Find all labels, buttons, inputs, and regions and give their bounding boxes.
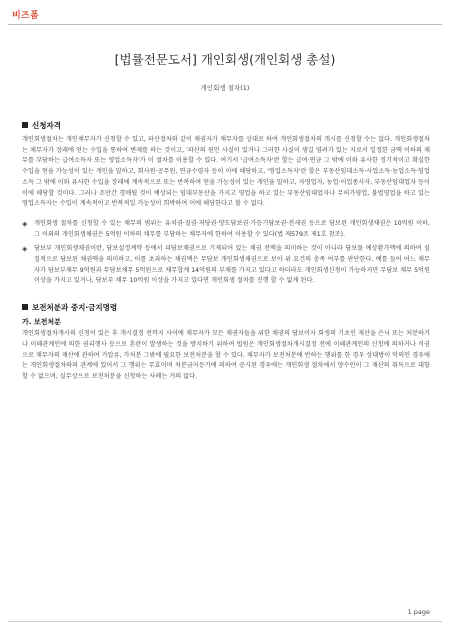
document-body bbox=[22, 121, 430, 383]
eligibility-paragraph: 개인회생절차는 개인채무자가 신청할 수 있고, 파산절차와 같이 채권자가 채무자를 상대로 하여 개인회생절차의 개시를 신청할 수는 없다. 개인회생절차는 채무자가 장래에 얻는 수입을 통하여 변제를 하는 것이고, '파산의 원인 사실이 있거나 그러한 사실이 생길 염려가 있는 자로서 일정한 금액 이하의 채무를 부담하는 급여소득자 또는 영업소득자'가 이 절차를 이용할 수 있다. 여기서 '급여소득자'란 할는 급여·연금 그 밖에 이와 유사한 정기적이고 확실한 수입을 얻을 가능성이 있는 개인을 말하고, 회사원·공무원, 연금수령자 등이 이에 해당하고, '영업소득자'란 할은 부동산임대소득·사업소득·농업소득·임업소득 그 밖에 이와 유사한 수입을 장래에 계속적으로 또는 반복하여 얻을 가능성이 있는 개인을 말하고, 자영업자, 농업·어업종사자, 부동산임대업자 등이 이에 해당할 것이다. 그러나 조만간 경매될 것이 예상되는 임대부동산을 가지고 영업을 하고 있는 부동산임대업자나 무허가영업, 불법영업을 하고 있는 영업소득자는 수입이 계속적이고 반복적일 가능성이 희박하여 이에 해당한다고 볼 수 없다. bbox=[22, 136, 430, 208]
header-divider bbox=[8, 24, 442, 25]
diamond-bullet-icon: ◈ bbox=[22, 219, 28, 228]
preservation-paragraph: 개인회생절차개시의 신청이 있은 후 개시결정 전까지 사이에 채무자가 모든 채권자들을 위한 채권의 담보이자 회생의 기초인 재산을 은닉 또는 처분하거나 이해관계인에 의한 권리행사 등으로 혼란이 발생하는 것을 방지하기 위하여 법원은 개인회생절차개시결정 전에 이해관계인의 신청에 의하거나 직권으로 채무자의 재산에 관하여 가압류, 가처분 그밖에 필요한 보전처분을 할 수 있다. 채무자가 보전처분에 반하는 행위를 한 경우 상대방이 악의인 경우에는 개인회생절차와의 관계에 있어서 그 행위는 무효이며 처분금지등기에 의하여 공시된 경우에는 개인회생 절차에서 양수인이 그 재산의 취득으로 대항할 수 없으며, 실무상으로 보전처분을 신청하는 사례는 거의 없다. bbox=[22, 330, 430, 380]
document-subtitle: 개인회생 절차(1) bbox=[200, 84, 250, 92]
diamond-bullet-icon: ◈ bbox=[22, 245, 28, 254]
list-item bbox=[22, 219, 430, 240]
square-bullet-icon bbox=[22, 304, 28, 310]
document-title: [법률전문도서] 개인회생(개인회생 총설) bbox=[114, 52, 336, 67]
section-heading-eligibility-label: 신청자격 bbox=[32, 121, 61, 130]
eligibility-bullet-secured-claims: 담보부 개인회생채권이란, 담보설정계약 등에서 피담보채권으로 기재되어 있는 채권 전액을 의미하는 것이 아니라 담보물 예상환가액에 의하여 실질적으로 담보된 채권액을 의미하고, 이를 초과하는 채권액은 무담보 개인회생채권으로 보아 위 요건의 충족 여부를 판단한다. 예를 들어 어느 채무자가 담보부채무 9억원과 무담보채무 5억원으로 채무합계 14억원의 부채를 가지고 있다고 하더라도 개인회생신청이 가능하지만 무담보 채무 5억원 이상을 가지고 있거나, 담보부 채무 10억원 이상을 가지고 있다면 개인회생 절차를 진행 할 수 없게 된다. bbox=[34, 245, 430, 285]
sub-heading-preservation-order: 가. 보전처분 bbox=[22, 318, 61, 327]
eligibility-bullet-debt-range: 개인회생 절차를 신청할 수 있는 채무의 범위는 유치권·질권·저당권·양도담보권·가등기담보권·전세권 등으로 담보된 개인회생채권은 10억원 이하, 그 이외의 개인회생채권은 5억원 이하의 채무를 부담하는 채무자에 한하여 이용할 수 있다(법 제579조 제1호 참조). bbox=[34, 219, 430, 238]
section-heading-preservation-label: 보전처분과 중지·금지명령 bbox=[32, 303, 118, 313]
list-item bbox=[22, 244, 430, 287]
section-heading-eligibility bbox=[22, 121, 430, 131]
footer-divider bbox=[8, 621, 442, 622]
page-number: 1 page bbox=[407, 608, 430, 616]
bizform-logo: 비즈폼 bbox=[12, 11, 39, 21]
square-bullet-icon bbox=[22, 122, 28, 128]
section-heading-preservation bbox=[22, 303, 430, 313]
